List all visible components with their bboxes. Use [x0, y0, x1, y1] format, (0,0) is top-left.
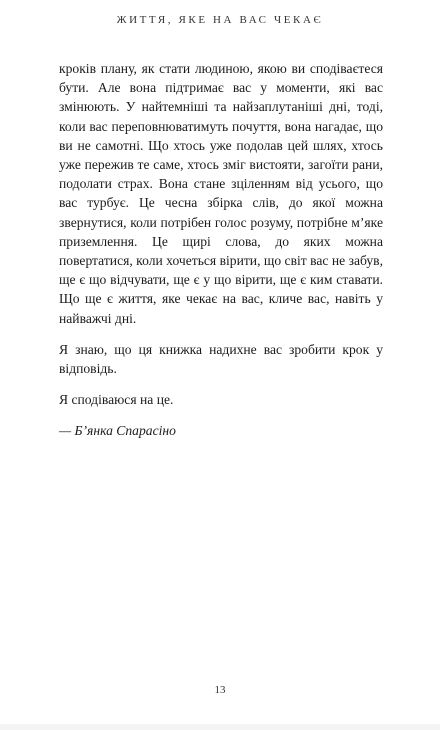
paragraph-3: Я сподіваюся на це.	[59, 392, 174, 408]
running-head: ЖИТТЯ, ЯКЕ НА ВАС ЧЕКАЄ	[116, 14, 324, 26]
author-signature: — Б’янка Спарасіно	[59, 423, 176, 439]
paragraph-1: кроків плану, як стати людиною, якою ви сподіваєтеся бути. Але вона підтримає вас у моменти, які вас змінюють. У найтемніші та найзаплутаніші дні, тоді, коли вас переповнюватимуть почуття, вона нагадає, що ви не самотні. Що хтось уже подолав цей шлях, хтось уже пережив те саме, хтось зміг вистояти, загоїти рани, подолати страх. Вона стане зціленням від усього, що вас турбує. Це чесна збірка слів, до якої можна звернутися, коли потрібен голос розуму, потрібне м’яке приземлення. Це щирі слова, до яких можна повертатися, коли хочеться вірити, що світ вас не забув, ще є що відчувати, ще є у що вірити, ще є ким ставати. Що ще є життя, яке чекає на вас, кличе вас, навіть у найважчі дні.	[59, 61, 383, 326]
bottom-band	[0, 724, 440, 730]
body-text	[59, 59, 383, 453]
paragraph-2: Я знаю, що ця книжка надихне вас зробити крок у відповідь.	[59, 341, 383, 377]
page-number: 13	[214, 684, 226, 696]
